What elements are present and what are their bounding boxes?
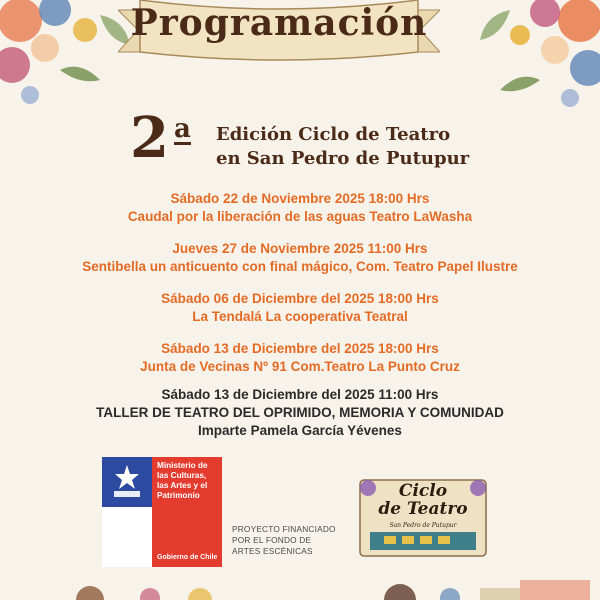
edition-heading [130,105,510,180]
ministry-name: Ministerio de las Culturas, las Artes y el Patrimonio [157,461,208,500]
coat-of-arms-icon [106,461,148,503]
workshop-title: TALLER DE TEATRO DEL OPRIMIDO, MEMORIA Y COMUNIDAD [96,405,504,420]
ciclo-title: Ciclo de Teatro [378,481,468,519]
workshop-instructor: Imparte Pamela García Yévenes [198,423,402,438]
ciclo-subtitle: San Pedro de Putupur [389,522,457,529]
event-date: Sábado 22 de Noviembre 2025 18:00 Hrs [170,191,430,206]
bottom-decoration [0,570,600,600]
edition-ordinal: a [174,114,191,144]
event-title: Junta de Vecinas Nº 91 Com.Teatro La Punto Cruz [140,359,460,374]
government-label: Gobierno de Chile [157,554,218,561]
ministry-logo [102,457,222,567]
title-banner [118,0,440,70]
event-title: Caudal por la liberación de las aguas Teatro LaWasha [127,209,473,224]
funding-text: PROYECTO FINANCIADO POR EL FONDO DE ARTES ESCÉNICAS [232,524,336,556]
event-2 [0,240,600,276]
event-date: Sábado 06 de Diciembre del 2025 18:00 Hrs [161,291,439,306]
edition-line-2: en San Pedro de Putupur [216,148,470,169]
ciclo-teatro-logo [356,476,490,560]
edition-number: 2 [130,105,169,171]
event-date: Jueves 27 de Noviembre 2025 11:00 Hrs [172,241,428,256]
event-title: Sentibella un anticuento con final mágico, Com. Teatro Papel Ilustre [82,259,518,274]
page-title: Programación [130,2,428,44]
logo-white-block [102,507,152,567]
event-date: Sábado 13 de Diciembre del 2025 18:00 Hrs [161,341,439,356]
workshop [0,386,600,440]
workshop-date: Sábado 13 de Diciembre del 2025 11:00 Hrs [161,387,439,402]
event-3 [0,290,600,326]
edition-line-1: Edición Ciclo de Teatro [216,124,451,145]
floral-decoration-right [450,0,600,110]
event-1 [0,190,600,226]
event-4 [0,340,600,376]
event-title: La Tendalá La cooperativa Teatral [192,309,408,324]
